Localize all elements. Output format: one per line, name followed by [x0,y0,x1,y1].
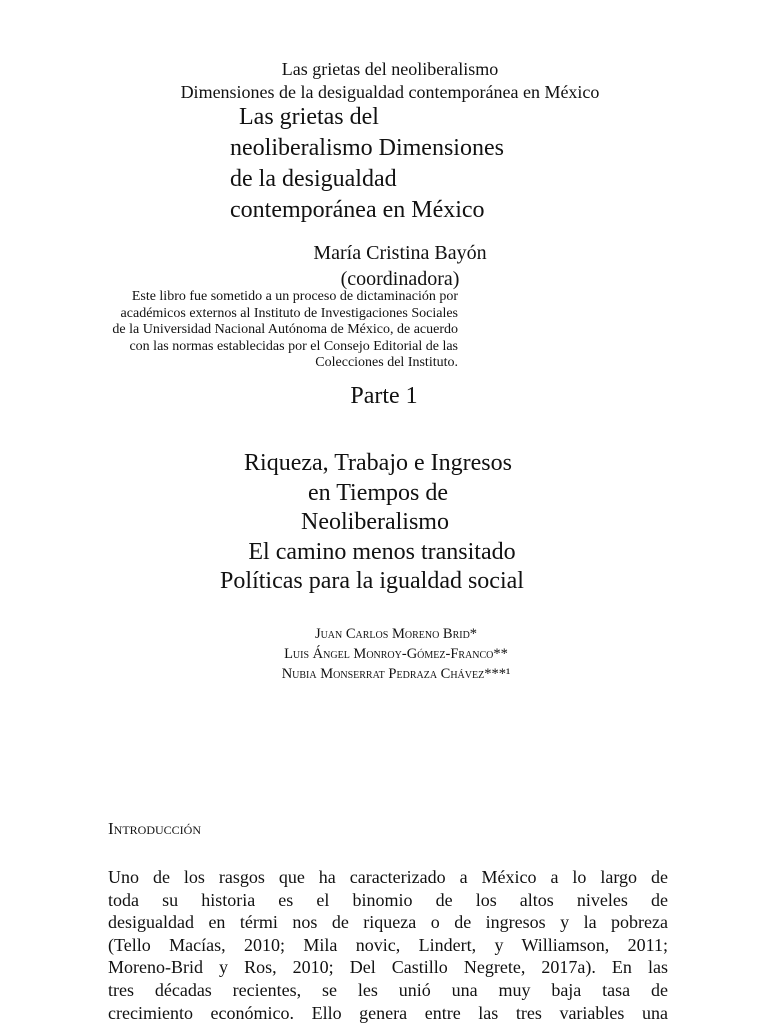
review-note-line: Colecciones del Instituto. [315,355,458,370]
book-title-line: Las grietas del [239,104,379,130]
review-note-line: académicos externos al Instituto de Investigaciones Sociales [120,305,458,321]
chapter-title-line: en Tiempos de [307,479,448,506]
editor-role: (coordinadora) [340,268,460,290]
paragraph-line: Moreno-Brid y Ros, 2010; Del Castillo Negrete, 2017a). En las [108,957,668,978]
book-title-line: de la desigualdad [230,166,397,192]
section-heading: Introducción [108,819,201,838]
chapter-title-line: Neoliberalismo [301,509,449,535]
book-title-line: contemporánea en México [230,197,485,223]
author-list [200,624,592,684]
paragraph-line: desigualdad en térmi nos de riqueza o de ingresos y la pobreza [108,912,668,933]
book-title-line: neoliberalismo Dimensiones [230,135,504,161]
chapter-title-line: Políticas para la igualdad social [220,568,524,594]
review-note [0,289,458,372]
review-note-line: con las normas establecidas por el Consejo Editorial de las [129,338,458,354]
review-note-line: de la Universidad Nacional Autónoma de México, de acuerdo [112,322,458,337]
paragraph-line: toda su historia es el binomio de los altos niveles de [108,889,668,910]
editor-name: María Cristina Bayón [313,242,487,264]
author-name: Juan Carlos Moreno Brid* [314,626,478,642]
book-title [230,102,504,226]
review-note-line: Este libro fue sometido a un proceso de dictaminación por [131,289,458,304]
paragraph-line: tres décadas recientes, se les unió una muy baja tasa de [108,979,668,1000]
chapter-title-line: El camino menos transitado [248,538,516,565]
paragraph-line: (Tello Macías, 2010; Mila novic, Lindert, y Williamson, 2011; [108,934,668,955]
chapter-title-line: Riqueza, Trabajo e Ingresos [244,450,512,476]
part-heading [200,381,568,411]
chapter-title [172,449,572,597]
running-header [0,58,768,104]
header-line: Las grietas del neoliberalismo [281,59,499,79]
introduction-paragraph [108,866,668,1024]
header-line: Dimensiones de la desigualdad contemporánea en México [180,82,600,102]
author-name: Nubia Monserrat Pedraza Chávez***¹ [281,666,511,682]
editor-block [200,240,600,292]
author-name: Luis Ángel Monroy-Gómez-Franco** [284,646,508,662]
part-label: Parte 1 [350,383,418,409]
paragraph-line: Uno de los rasgos que ha caracterizado a México a lo largo de [108,867,668,887]
paragraph-line: crecimiento económico. Ello genera entre las tres variables una [108,1002,668,1023]
